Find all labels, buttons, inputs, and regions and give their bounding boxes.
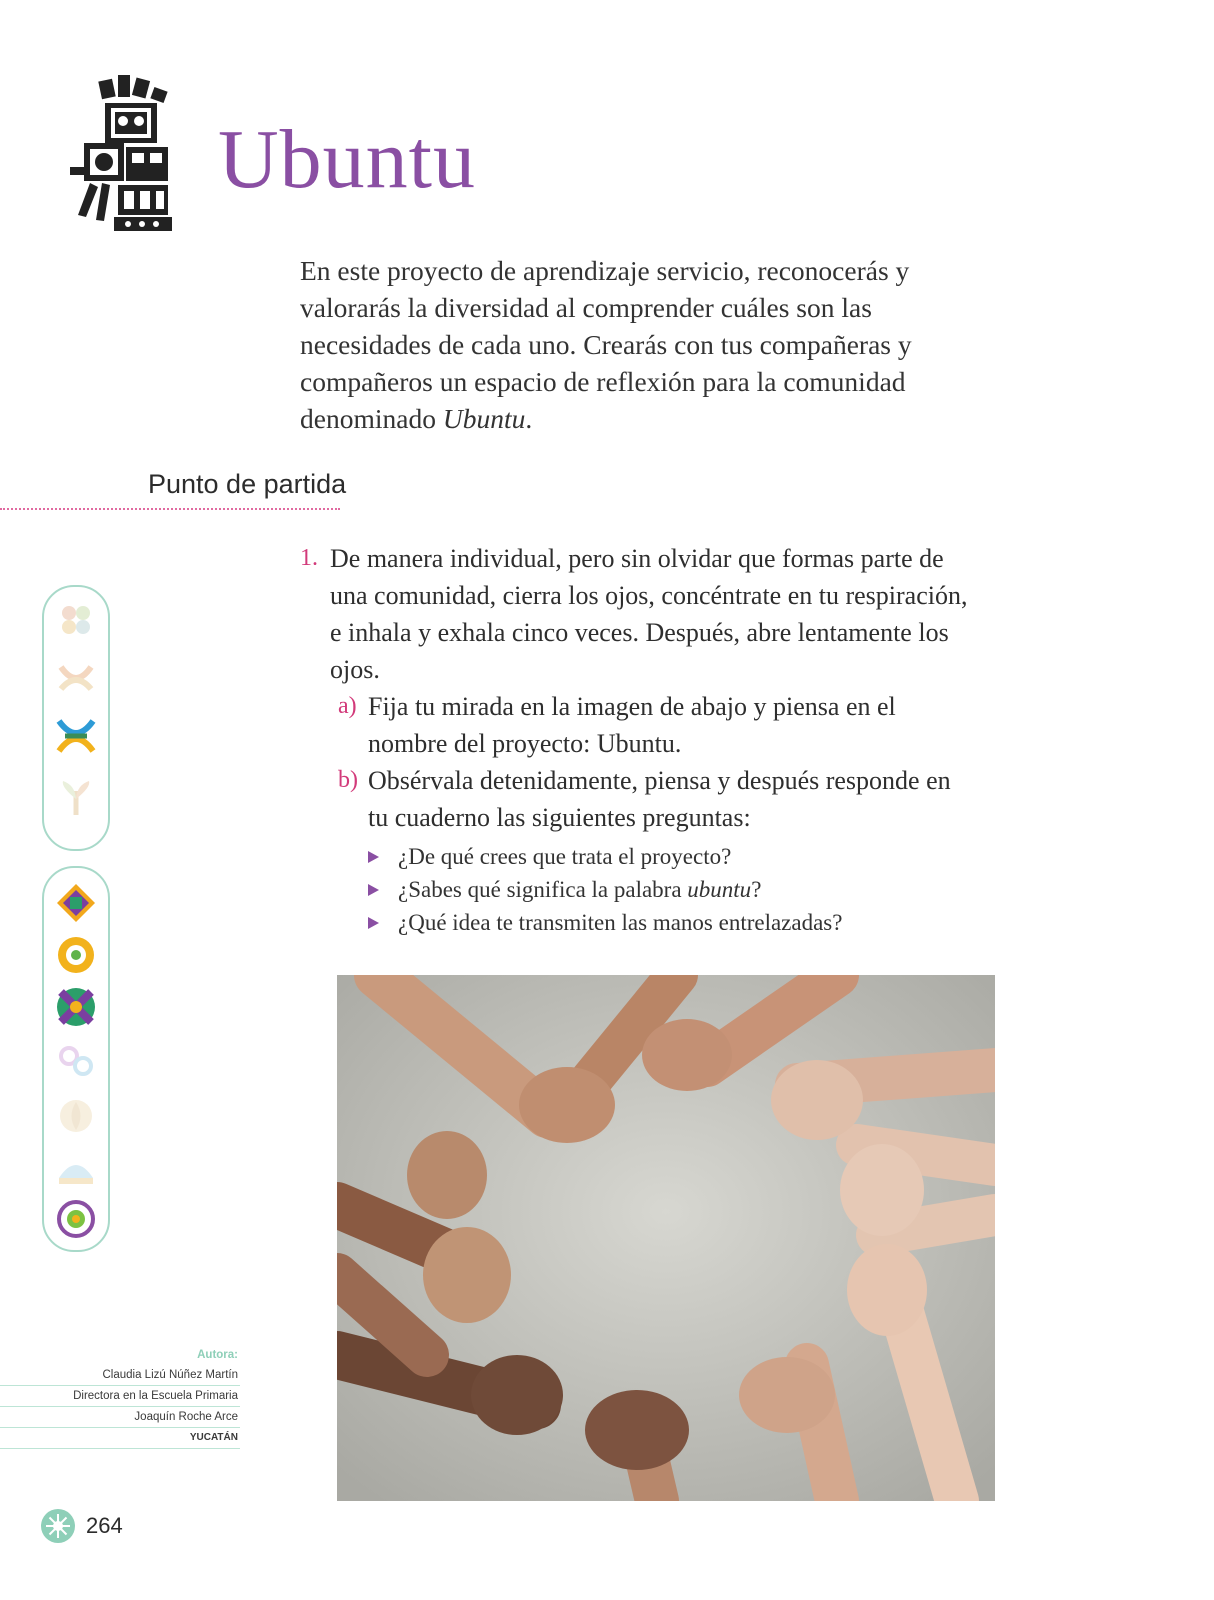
sub-item-a-text: Fija tu mirada en la imagen de abajo y piensa en el nombre del proyecto: Ubuntu. — [368, 692, 896, 758]
competency-panel-bottom — [42, 866, 110, 1252]
author-name-2: Joaquín Roche Arce — [0, 1407, 240, 1428]
question-list — [368, 840, 948, 939]
intro-end: . — [525, 403, 533, 434]
question-item: ¿De qué crees que trata el proyecto? — [368, 840, 948, 873]
cross-icon — [55, 986, 97, 1028]
sub-item-b-label: b) — [338, 767, 358, 793]
activity-number: 1. — [300, 545, 318, 571]
page-title: Ubuntu — [218, 113, 476, 206]
diamond-icon — [55, 882, 97, 924]
author-role-label: Autora: — [197, 1349, 238, 1361]
arrow-bullet-icon — [368, 851, 379, 863]
flower-icon — [55, 599, 97, 641]
sun-spiral-icon — [55, 1198, 97, 1240]
question-item: ¿Sabes qué significa la palabra ubuntu? — [368, 873, 948, 906]
aztec-glyph-icon — [70, 75, 185, 235]
dome-icon — [55, 1148, 97, 1190]
intro-italic-term: Ubuntu — [442, 403, 526, 434]
dancer-icon — [55, 657, 97, 699]
sub-item-b-text: Obsérvala detenidamente, piensa y después responde en tu cuaderno las siguientes preguntas: — [368, 766, 951, 832]
activity-text: De manera individual, pero sin olvidar que formas parte de una comunidad, cierra los ojos, concéntrate en tu respiración, e inhala y exhala cinco veces. Después, abre lentamente los ojos. — [330, 544, 968, 684]
lotus-icon — [55, 1094, 97, 1136]
section-title: Punto de partida — [148, 469, 347, 499]
sub-item-a-label: a) — [338, 693, 357, 719]
competency-panel-top — [42, 585, 110, 851]
author-position: Directora en la Escuela Primaria — [0, 1386, 240, 1407]
author-credits — [0, 1345, 240, 1449]
author-state: YUCATÁN — [0, 1428, 240, 1449]
section-divider — [0, 508, 340, 510]
sun-badge-icon — [40, 1508, 76, 1544]
intro-paragraph — [300, 252, 1000, 437]
sprout-icon — [55, 777, 97, 819]
author-name-1: Claudia Lizú Núñez Martín — [0, 1365, 240, 1386]
arrow-bullet-icon — [368, 884, 379, 896]
interlocked-hands-photo — [337, 975, 995, 1501]
links-icon — [55, 1040, 97, 1082]
question-item: ¿Qué idea te transmiten las manos entrelazadas? — [368, 906, 948, 939]
page-number: 264 — [86, 1513, 123, 1538]
intro-text: En este proyecto de aprendizaje servicio, reconocerás y valorarás la diversidad al comprender cuáles son las necesidades de cada uno. Crearás con tus compañeras y compañeros un espacio de reflexión para la comunidad denominado — [300, 255, 912, 434]
embrace-icon — [55, 715, 97, 757]
spiral-icon — [55, 934, 97, 976]
arrow-bullet-icon — [368, 917, 379, 929]
